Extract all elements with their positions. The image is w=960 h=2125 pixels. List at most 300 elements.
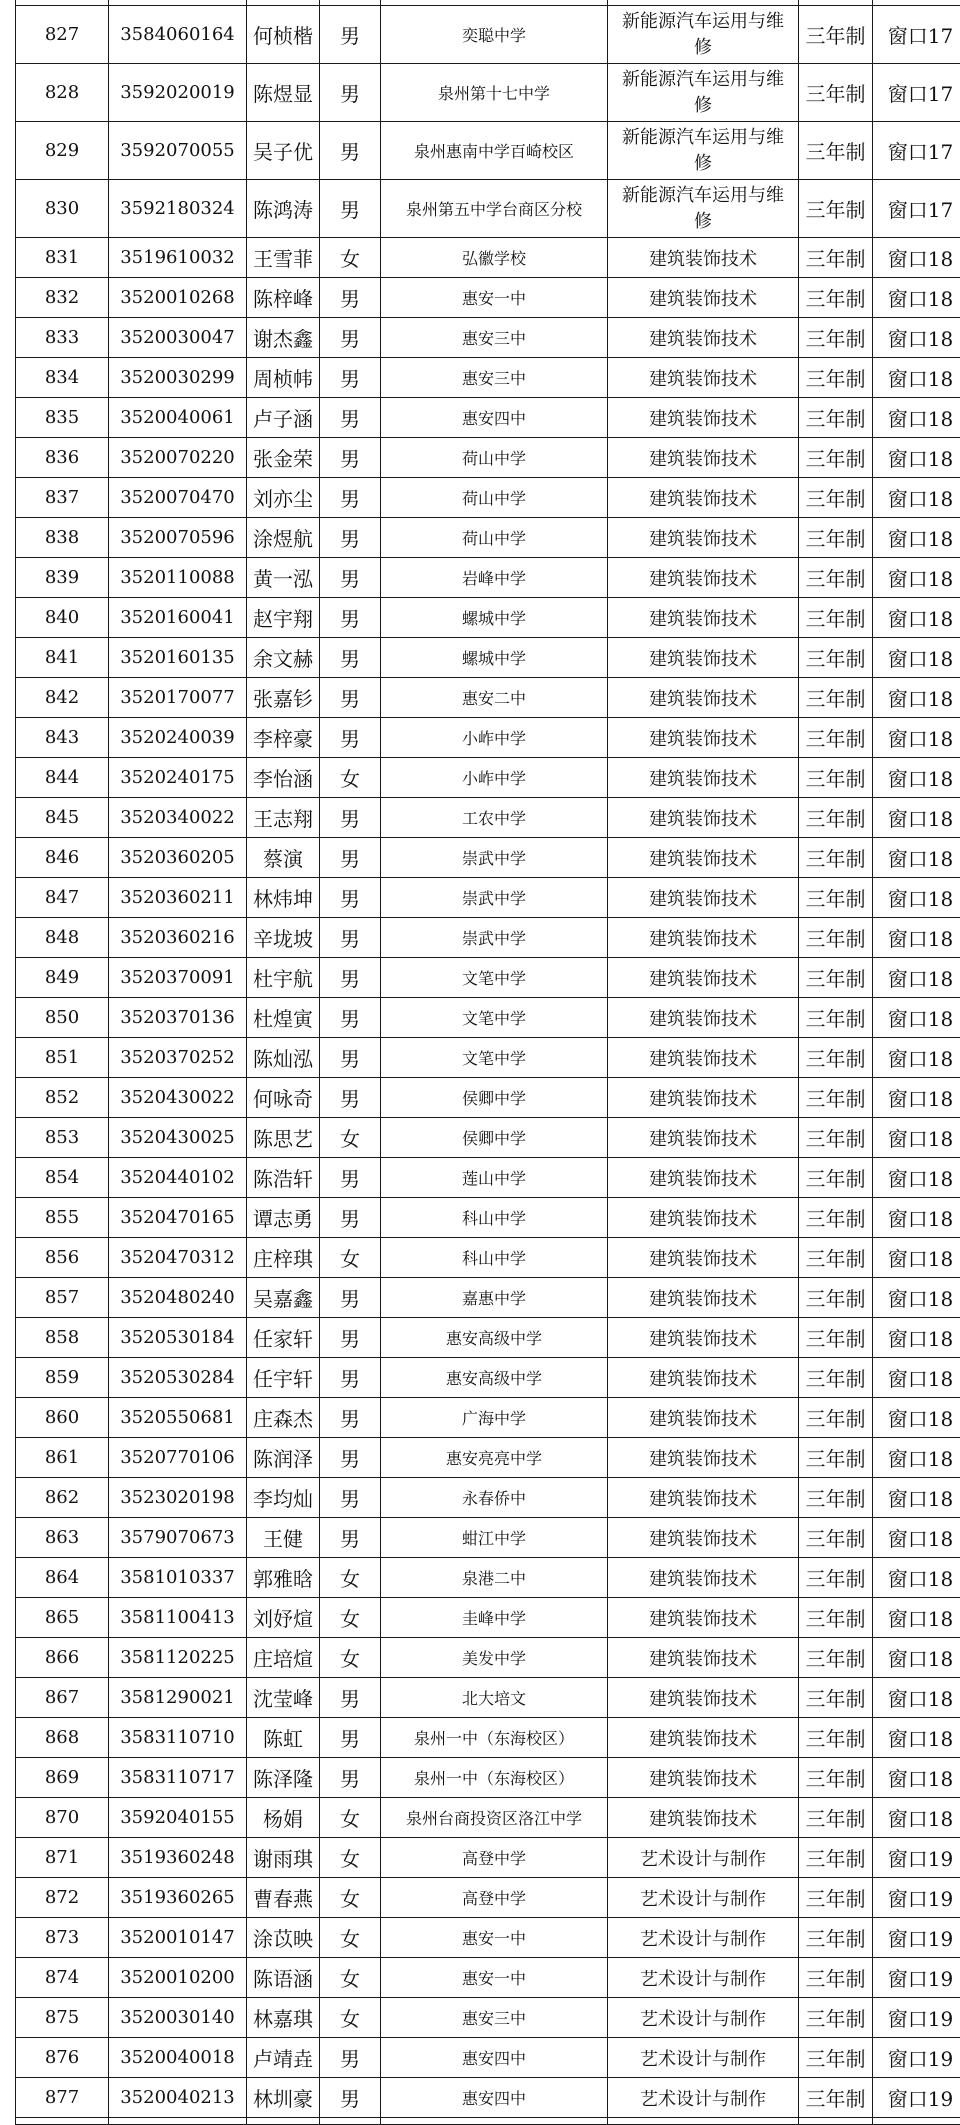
name-cell: 涂煜航 (247, 518, 320, 558)
name-cell: 陈润泽 (247, 1438, 320, 1478)
table-row (16, 278, 960, 318)
table-row (16, 1878, 960, 1918)
schooling-cell: 三年制 (799, 1278, 873, 1318)
table-row (16, 958, 960, 998)
seq-cell: 837 (16, 478, 109, 518)
name-cell: 张金荣 (247, 438, 320, 478)
gender-cell: 女 (320, 1558, 381, 1598)
exam-id-cell: 3520370252 (109, 1038, 247, 1078)
major-cell: 建筑装饰技术 (608, 798, 799, 838)
table-row (16, 1078, 960, 1118)
gender-cell: 男 (320, 798, 381, 838)
window-cell: 窗口18 (873, 678, 960, 718)
major-cell: 新能源汽车运用与维修 (608, 122, 799, 180)
name-cell: 余文赫 (247, 638, 320, 678)
seq-cell: 846 (16, 838, 109, 878)
school-cell: 惠安四中 (381, 398, 608, 438)
window-cell: 窗口18 (873, 558, 960, 598)
school-cell: 惠安三中 (381, 358, 608, 398)
table-row (16, 758, 960, 798)
exam-id-cell: 3520170077 (109, 678, 247, 718)
window-cell: 窗口18 (873, 1438, 960, 1478)
window-cell: 窗口18 (873, 918, 960, 958)
major-cell: 艺术设计与制作 (608, 1918, 799, 1958)
gender-cell: 男 (320, 1278, 381, 1318)
window-cell: 窗口18 (873, 838, 960, 878)
name-cell: 陈鸿涛 (247, 180, 320, 238)
gender-cell: 男 (320, 122, 381, 180)
window-cell: 窗口17 (873, 122, 960, 180)
name-cell: 李均灿 (247, 1478, 320, 1518)
exam-id-cell: 3520070596 (109, 518, 247, 558)
window-cell: 窗口19 (873, 2078, 960, 2118)
schooling-cell: 三年制 (799, 1678, 873, 1718)
seq-cell: 849 (16, 958, 109, 998)
name-cell: 任宇轩 (247, 1358, 320, 1398)
gender-cell: 男 (320, 6, 381, 64)
major-cell: 艺术设计与制作 (608, 1838, 799, 1878)
exam-id-cell: 3581290021 (109, 1678, 247, 1718)
seq-cell: 864 (16, 1558, 109, 1598)
schooling-cell: 三年制 (799, 318, 873, 358)
seq-cell: 857 (16, 1278, 109, 1318)
window-cell: 窗口17 (873, 64, 960, 122)
table-row (16, 1198, 960, 1238)
name-cell: 陈泽隆 (247, 1758, 320, 1798)
schooling-cell: 三年制 (799, 1318, 873, 1358)
table-row (16, 1758, 960, 1798)
school-cell: 惠安四中 (381, 2078, 608, 2118)
exam-id-cell: 3520770106 (109, 1438, 247, 1478)
major-cell: 新能源汽车运用与维修 (608, 64, 799, 122)
school-cell: 小岞中学 (381, 758, 608, 798)
exam-id-cell: 3519360248 (109, 1838, 247, 1878)
seq-cell: 869 (16, 1758, 109, 1798)
schooling-cell: 三年制 (799, 998, 873, 1038)
schooling-cell: 三年制 (799, 638, 873, 678)
seq-cell: 875 (16, 1998, 109, 2038)
major-cell: 建筑装饰技术 (608, 1238, 799, 1278)
window-cell: 窗口18 (873, 1518, 960, 1558)
exam-id-cell: 3592070055 (109, 122, 247, 180)
seq-cell: 828 (16, 64, 109, 122)
major-cell: 建筑装饰技术 (608, 678, 799, 718)
schooling-cell: 三年制 (799, 1118, 873, 1158)
student-table-body (16, 0, 960, 2125)
window-cell: 窗口18 (873, 1478, 960, 1518)
gender-cell: 女 (320, 1238, 381, 1278)
name-cell: 谭志勇 (247, 1198, 320, 1238)
student-table (15, 0, 960, 2125)
table-row (16, 1998, 960, 2038)
table-row (16, 398, 960, 438)
name-cell: 谢雨琪 (247, 1838, 320, 1878)
window-cell: 窗口19 (873, 2038, 960, 2078)
major-cell: 建筑装饰技术 (608, 1158, 799, 1198)
name-cell: 周桢帏 (247, 358, 320, 398)
schooling-cell: 三年制 (799, 958, 873, 998)
exam-id-cell: 3520360216 (109, 918, 247, 958)
schooling-cell: 三年制 (799, 2038, 873, 2078)
exam-id-cell: 3520030140 (109, 1998, 247, 2038)
gender-cell: 男 (320, 1678, 381, 1718)
major-cell: 建筑装饰技术 (608, 878, 799, 918)
major-cell: 新能源汽车运用与维修 (608, 6, 799, 64)
seq-cell: 856 (16, 1238, 109, 1278)
table-row (16, 838, 960, 878)
exam-id-cell: 3520360205 (109, 838, 247, 878)
exam-id-cell: 3520010200 (109, 1958, 247, 1998)
name-cell: 刘亦尘 (247, 478, 320, 518)
table-row (16, 1278, 960, 1318)
major-cell: 建筑装饰技术 (608, 518, 799, 558)
schooling-cell: 三年制 (799, 1638, 873, 1678)
schooling-cell: 三年制 (799, 438, 873, 478)
window-cell: 窗口18 (873, 1678, 960, 1718)
school-cell: 蚶江中学 (381, 1518, 608, 1558)
name-cell: 庄培煊 (247, 1638, 320, 1678)
school-cell: 惠安一中 (381, 1918, 608, 1958)
school-cell: 螺城中学 (381, 638, 608, 678)
seq-cell: 834 (16, 358, 109, 398)
name-cell: 黄一泓 (247, 558, 320, 598)
school-cell: 荷山中学 (381, 478, 608, 518)
table-row (16, 1518, 960, 1558)
table-row (16, 2038, 960, 2078)
exam-id-cell: 3520240039 (109, 718, 247, 758)
gender-cell: 男 (320, 2078, 381, 2118)
window-cell: 窗口18 (873, 878, 960, 918)
gender-cell: 男 (320, 180, 381, 238)
school-cell: 惠安一中 (381, 1958, 608, 1998)
name-cell: 沈莹峰 (247, 1678, 320, 1718)
school-cell: 侯卿中学 (381, 1118, 608, 1158)
major-cell: 建筑装饰技术 (608, 1198, 799, 1238)
schooling-cell: 三年制 (799, 1758, 873, 1798)
window-cell: 窗口18 (873, 1038, 960, 1078)
gender-cell: 男 (320, 358, 381, 398)
major-cell: 建筑装饰技术 (608, 1398, 799, 1438)
name-cell: 陈语涵 (247, 1958, 320, 1998)
name-cell: 张嘉钐 (247, 678, 320, 718)
gender-cell: 女 (320, 1638, 381, 1678)
exam-id-cell: 3520030047 (109, 318, 247, 358)
school-cell: 美发中学 (381, 1638, 608, 1678)
table-row (16, 1598, 960, 1638)
school-cell: 文笔中学 (381, 998, 608, 1038)
name-cell: 林炜坤 (247, 878, 320, 918)
schooling-cell: 三年制 (799, 1198, 873, 1238)
seq-cell: 859 (16, 1358, 109, 1398)
table-row (16, 64, 960, 122)
gender-cell: 女 (320, 1798, 381, 1838)
exam-id-cell: 3579070673 (109, 1518, 247, 1558)
school-cell: 惠安四中 (381, 2038, 608, 2078)
name-cell: 王志翔 (247, 798, 320, 838)
exam-id-cell: 3520430025 (109, 1118, 247, 1158)
major-cell: 艺术设计与制作 (608, 2038, 799, 2078)
schooling-cell: 三年制 (799, 1598, 873, 1638)
seq-cell: 847 (16, 878, 109, 918)
major-cell: 建筑装饰技术 (608, 478, 799, 518)
gender-cell: 女 (320, 758, 381, 798)
seq-cell: 850 (16, 998, 109, 1038)
table-row (16, 1918, 960, 1958)
seq-cell: 855 (16, 1198, 109, 1238)
window-cell: 窗口18 (873, 1358, 960, 1398)
schooling-cell: 三年制 (799, 64, 873, 122)
schooling-cell: 三年制 (799, 122, 873, 180)
name-cell: 任家轩 (247, 1318, 320, 1358)
school-cell: 惠安一中 (381, 278, 608, 318)
seq-cell: 860 (16, 1398, 109, 1438)
major-cell: 建筑装饰技术 (608, 958, 799, 998)
schooling-cell: 三年制 (799, 1518, 873, 1558)
exam-id-cell: 3520360211 (109, 878, 247, 918)
major-cell: 建筑装饰技术 (608, 1438, 799, 1478)
window-cell: 窗口18 (873, 1798, 960, 1838)
gender-cell: 女 (320, 1958, 381, 1998)
name-cell: 涂苡映 (247, 1918, 320, 1958)
exam-id-cell: 3520160041 (109, 598, 247, 638)
exam-id-cell: 3520430022 (109, 1078, 247, 1118)
window-cell: 窗口18 (873, 1598, 960, 1638)
exam-id-cell: 3520070220 (109, 438, 247, 478)
name-cell: 何桢楷 (247, 6, 320, 64)
schooling-cell: 三年制 (799, 1398, 873, 1438)
school-cell: 弘徽学校 (381, 238, 608, 278)
schooling-cell: 三年制 (799, 238, 873, 278)
schooling-cell: 三年制 (799, 758, 873, 798)
major-cell: 新能源汽车运用与维修 (608, 180, 799, 238)
major-cell: 建筑装饰技术 (608, 1638, 799, 1678)
table-row (16, 1438, 960, 1478)
major-cell: 建筑装饰技术 (608, 358, 799, 398)
schooling-cell: 三年制 (799, 1838, 873, 1878)
window-cell: 窗口18 (873, 1758, 960, 1798)
name-cell: 林嘉琪 (247, 1998, 320, 2038)
exam-id-cell: 3583110710 (109, 1718, 247, 1758)
seq-cell: 854 (16, 1158, 109, 1198)
table-row (16, 180, 960, 238)
schooling-cell: 三年制 (799, 358, 873, 398)
table-row (16, 1678, 960, 1718)
seq-cell: 853 (16, 1118, 109, 1158)
school-cell: 崇武中学 (381, 918, 608, 958)
major-cell: 建筑装饰技术 (608, 1078, 799, 1118)
table-row (16, 518, 960, 558)
seq-cell: 866 (16, 1638, 109, 1678)
school-cell: 科山中学 (381, 1198, 608, 1238)
name-cell: 谢杰鑫 (247, 318, 320, 358)
schooling-cell: 三年制 (799, 558, 873, 598)
major-cell: 艺术设计与制作 (608, 1958, 799, 1998)
gender-cell: 男 (320, 1198, 381, 1238)
major-cell: 艺术设计与制作 (608, 1878, 799, 1918)
exam-id-cell: 3520040213 (109, 2078, 247, 2118)
window-cell: 窗口18 (873, 998, 960, 1038)
name-cell: 辛垅坡 (247, 918, 320, 958)
seq-cell: 833 (16, 318, 109, 358)
major-cell: 建筑装饰技术 (608, 398, 799, 438)
gender-cell: 女 (320, 1118, 381, 1158)
major-cell: 建筑装饰技术 (608, 838, 799, 878)
schooling-cell: 三年制 (799, 398, 873, 438)
window-cell: 窗口19 (873, 1878, 960, 1918)
exam-id-cell: 3520040018 (109, 2038, 247, 2078)
seq-cell: 839 (16, 558, 109, 598)
school-cell: 泉州第五中学台商区分校 (381, 180, 608, 238)
exam-id-cell: 3581100413 (109, 1598, 247, 1638)
schooling-cell: 三年制 (799, 518, 873, 558)
table-row (16, 1638, 960, 1678)
gender-cell: 男 (320, 438, 381, 478)
gender-cell: 男 (320, 1038, 381, 1078)
gender-cell: 男 (320, 1718, 381, 1758)
table-row (16, 358, 960, 398)
schooling-cell: 三年制 (799, 1438, 873, 1478)
exam-id-cell: 3519360265 (109, 1878, 247, 1918)
seq-cell: 873 (16, 1918, 109, 1958)
seq-cell: 863 (16, 1518, 109, 1558)
window-cell: 窗口18 (873, 1398, 960, 1438)
major-cell: 建筑装饰技术 (608, 1118, 799, 1158)
school-cell: 奕聪中学 (381, 6, 608, 64)
school-cell: 工农中学 (381, 798, 608, 838)
seq-cell: 865 (16, 1598, 109, 1638)
exam-id-cell: 3520240175 (109, 758, 247, 798)
school-cell: 泉州第十七中学 (381, 64, 608, 122)
window-cell: 窗口18 (873, 278, 960, 318)
exam-id-cell: 3520470312 (109, 1238, 247, 1278)
seq-cell: 827 (16, 6, 109, 64)
exam-id-cell: 3520470165 (109, 1198, 247, 1238)
window-cell: 窗口18 (873, 358, 960, 398)
window-cell: 窗口18 (873, 718, 960, 758)
schooling-cell: 三年制 (799, 6, 873, 64)
gender-cell: 男 (320, 1358, 381, 1398)
school-cell: 泉港二中 (381, 1558, 608, 1598)
window-cell: 窗口18 (873, 1238, 960, 1278)
window-cell: 窗口18 (873, 1078, 960, 1118)
seq-cell: 836 (16, 438, 109, 478)
name-cell: 赵宇翔 (247, 598, 320, 638)
name-cell: 王健 (247, 1518, 320, 1558)
schooling-cell: 三年制 (799, 1078, 873, 1118)
school-cell: 惠安高级中学 (381, 1358, 608, 1398)
gender-cell: 男 (320, 1078, 381, 1118)
window-cell: 窗口18 (873, 598, 960, 638)
seq-cell: 867 (16, 1678, 109, 1718)
major-cell: 建筑装饰技术 (608, 1718, 799, 1758)
school-cell: 高登中学 (381, 1838, 608, 1878)
seq-cell: 861 (16, 1438, 109, 1478)
table-row-partial-bottom (16, 2118, 960, 2125)
table-row (16, 918, 960, 958)
major-cell: 建筑装饰技术 (608, 638, 799, 678)
seq-cell: 838 (16, 518, 109, 558)
seq-cell: 876 (16, 2038, 109, 2078)
table-row (16, 558, 960, 598)
school-cell: 泉州一中（东海校区） (381, 1718, 608, 1758)
table-row (16, 1158, 960, 1198)
school-cell: 崇武中学 (381, 878, 608, 918)
window-cell: 窗口18 (873, 638, 960, 678)
seq-cell: 874 (16, 1958, 109, 1998)
seq-cell: 862 (16, 1478, 109, 1518)
major-cell: 建筑装饰技术 (608, 1518, 799, 1558)
gender-cell: 女 (320, 1878, 381, 1918)
window-cell: 窗口18 (873, 238, 960, 278)
window-cell: 窗口19 (873, 1958, 960, 1998)
gender-cell: 男 (320, 1758, 381, 1798)
window-cell: 窗口18 (873, 1718, 960, 1758)
name-cell: 卢靖垚 (247, 2038, 320, 2078)
gender-cell: 男 (320, 678, 381, 718)
schooling-cell: 三年制 (799, 1558, 873, 1598)
school-cell: 螺城中学 (381, 598, 608, 638)
exam-id-cell: 3520550681 (109, 1398, 247, 1438)
school-cell: 泉州台商投资区洛江中学 (381, 1798, 608, 1838)
exam-id-cell: 3581010337 (109, 1558, 247, 1598)
table-row (16, 238, 960, 278)
exam-id-cell: 3520440102 (109, 1158, 247, 1198)
schooling-cell: 三年制 (799, 1038, 873, 1078)
major-cell: 艺术设计与制作 (608, 1998, 799, 2038)
school-cell: 莲山中学 (381, 1158, 608, 1198)
exam-id-cell: 3520530184 (109, 1318, 247, 1358)
school-cell: 惠安亮亮中学 (381, 1438, 608, 1478)
table-row (16, 1718, 960, 1758)
schooling-cell: 三年制 (799, 1718, 873, 1758)
school-cell: 小岞中学 (381, 718, 608, 758)
major-cell: 建筑装饰技术 (608, 1478, 799, 1518)
school-cell: 泉州一中（东海校区） (381, 1758, 608, 1798)
schooling-cell: 三年制 (799, 678, 873, 718)
exam-id-cell: 3520160135 (109, 638, 247, 678)
exam-id-cell: 3520040061 (109, 398, 247, 438)
name-cell: 李梓豪 (247, 718, 320, 758)
exam-id-cell: 3592180324 (109, 180, 247, 238)
seq-cell: 872 (16, 1878, 109, 1918)
seq-cell: 877 (16, 2078, 109, 2118)
table-row (16, 1038, 960, 1078)
schooling-cell: 三年制 (799, 180, 873, 238)
seq-cell: 845 (16, 798, 109, 838)
exam-id-cell: 3520070470 (109, 478, 247, 518)
table-row (16, 678, 960, 718)
schooling-cell: 三年制 (799, 1238, 873, 1278)
gender-cell: 男 (320, 558, 381, 598)
window-cell: 窗口18 (873, 798, 960, 838)
table-row (16, 998, 960, 1038)
school-cell: 惠安三中 (381, 1998, 608, 2038)
seq-cell: 841 (16, 638, 109, 678)
schooling-cell: 三年制 (799, 918, 873, 958)
gender-cell: 男 (320, 638, 381, 678)
major-cell: 建筑装饰技术 (608, 1318, 799, 1358)
table-row (16, 638, 960, 678)
table-row (16, 1478, 960, 1518)
gender-cell: 男 (320, 838, 381, 878)
name-cell: 陈思艺 (247, 1118, 320, 1158)
exam-id-cell: 3520370136 (109, 998, 247, 1038)
table-row (16, 478, 960, 518)
major-cell: 建筑装饰技术 (608, 1678, 799, 1718)
table-row (16, 1398, 960, 1438)
table-row (16, 1318, 960, 1358)
school-cell: 惠安高级中学 (381, 1318, 608, 1358)
